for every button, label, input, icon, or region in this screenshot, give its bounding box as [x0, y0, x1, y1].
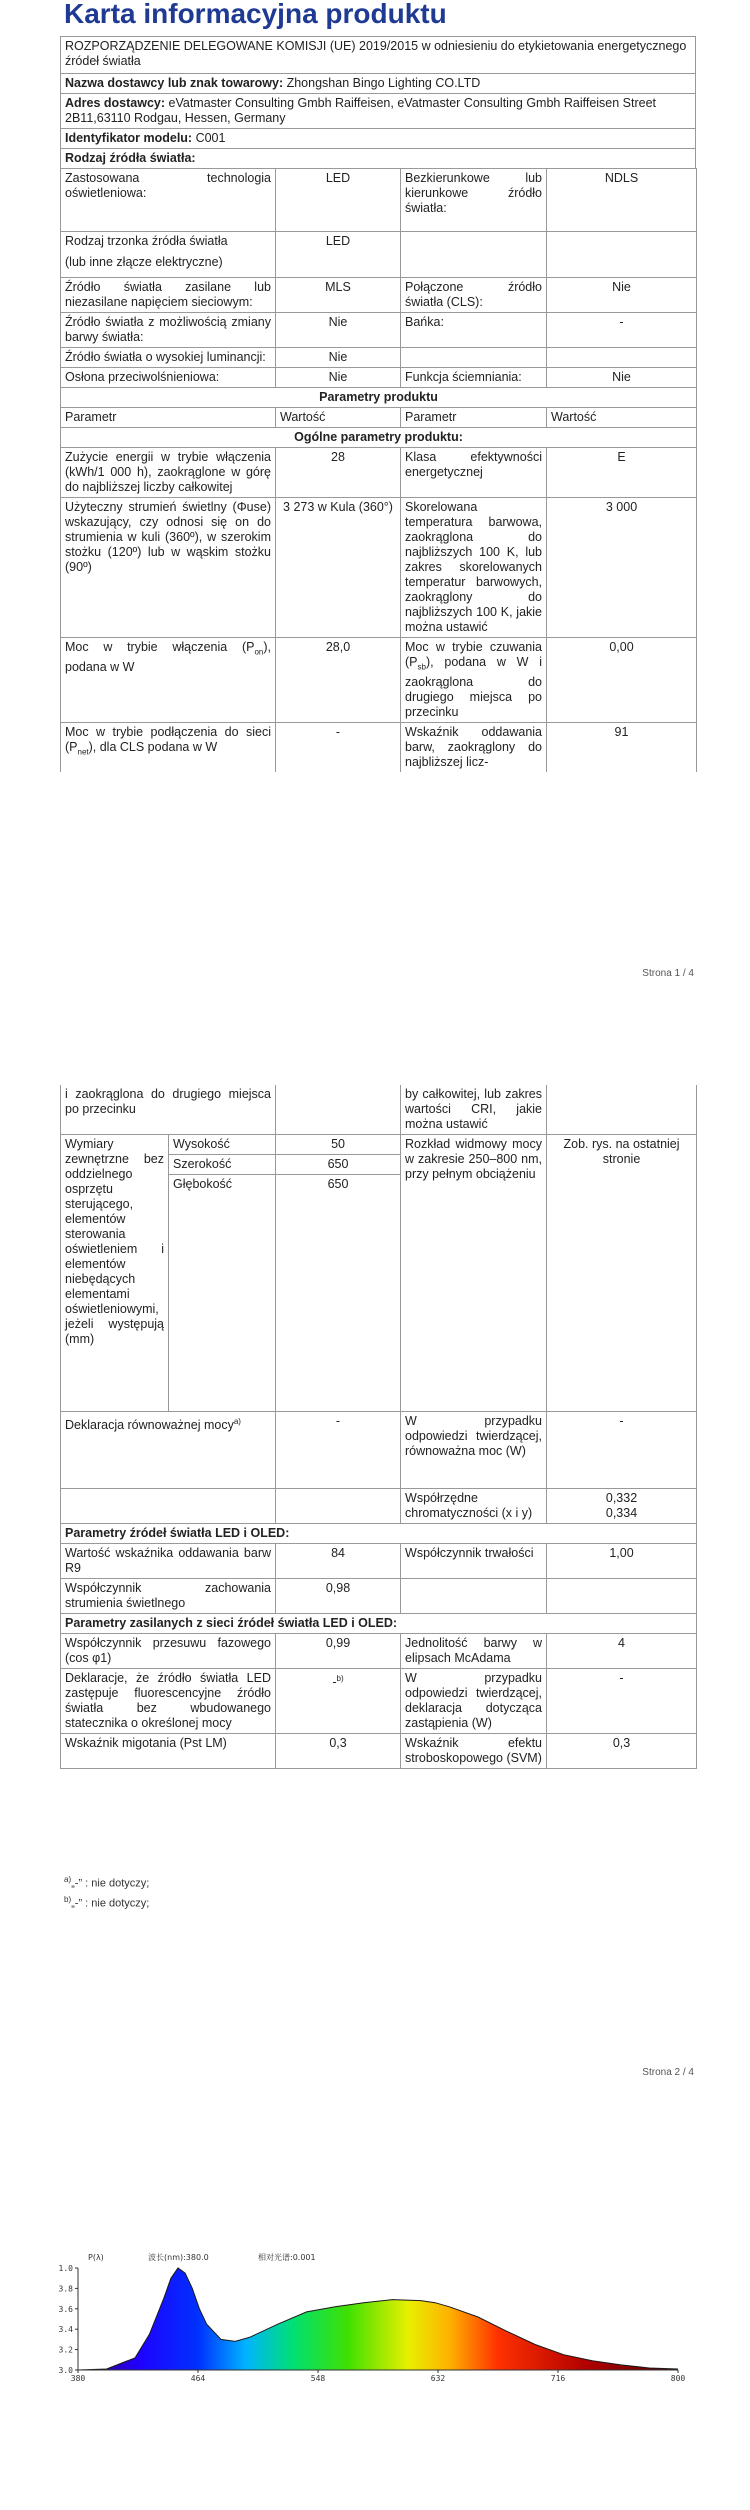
- replace-claim-label: W przypadku odpowiedzi twierdzącej, deklaracja dotycząca zastąpienia (W): [401, 1669, 547, 1734]
- svm-value: 0,3: [547, 1734, 697, 1769]
- page-1: [0, 0, 750, 990]
- chroma-x: 0,332: [605, 1491, 638, 1505]
- col-value-1: Wartość: [276, 408, 401, 428]
- flicker-value: 0,3: [276, 1734, 401, 1769]
- col-param-2: Parametr: [401, 408, 547, 428]
- glare-value: Nie: [276, 368, 401, 388]
- hl-label: Źródło światła o wysokiej luminancji:: [61, 348, 276, 368]
- model-id: C001: [195, 131, 226, 145]
- svm-label: Wskaźnik efektu stroboskopowego (SVM): [401, 1734, 547, 1769]
- x-ticks: [71, 2370, 686, 2383]
- y-tick-label: 3.6: [58, 2304, 73, 2314]
- psb-label: Moc w trybie czuwania $(P_{sb})$, podana w W i zaokrąglona do drugiego miejsca po przecinku: [401, 638, 547, 723]
- pnet-label: Moc w trybie podłączenia do sieci $(P_{net})$, dla CLS podana w W: [61, 722, 276, 772]
- energy-label: Zużycie energii w trybie włączenia (kWh/1 000 h), zaokrąglone w górę do najbliższej liczby całkowitej: [61, 448, 276, 498]
- ndls-value: NDLS: [547, 169, 697, 232]
- cct-label: Skorelowana temperatura barwowa, zaokrąglona do najbliższych 100 K, lub zakres skorelowanych temperatur barwowych, zaokrąglony do najbliższych 100 K, jakie można ustawić: [401, 498, 547, 638]
- r9-value: 84: [276, 1544, 401, 1579]
- header-table: [60, 36, 696, 169]
- macadam-value: 4: [547, 1634, 697, 1669]
- replace-claim-value: -: [547, 1669, 697, 1734]
- model-row: [61, 129, 696, 149]
- envelope-label: Bańka:: [401, 313, 547, 348]
- spd-label: Rozkład widmowy mocy w zakresie 250–800 nm, przy pełnym obciążeniu: [401, 1135, 547, 1412]
- tunable-value: Nie: [276, 313, 401, 348]
- cri-value: 91: [547, 722, 697, 772]
- supplier-name: Zhongshan Bingo Lighting CO.LTD: [286, 76, 481, 90]
- page-number-2: Strona 2 / 4: [642, 2067, 694, 2078]
- supplier-name-label: Nazwa dostawcy lub znak towarowy:: [65, 76, 284, 90]
- pnet-label-continued: i zaokrąglona do drugiego miejsca po przecinku: [61, 1085, 276, 1135]
- general-params-header: Ogólne parametry produktu:: [61, 428, 697, 448]
- info-sheet-bottom: [60, 1085, 696, 1769]
- cap-label: Rodzaj trzonka źródła światła: [65, 234, 228, 248]
- chroma-y: 0,334: [605, 1506, 638, 1520]
- cap-label-cell: [61, 232, 276, 278]
- x-tick-label: 800: [670, 2374, 686, 2383]
- depth-label: Głębokość: [169, 1175, 276, 1412]
- document-title: Karta informacyjna produktu: [64, 0, 447, 29]
- width-label: Szerokość: [169, 1155, 276, 1175]
- maint-value: 0,98: [276, 1579, 401, 1614]
- cap-label-2: (lub inne złącze elektryczne): [65, 255, 223, 269]
- dims-label: Wymiary zewnętrzne bez oddzielnego osprzętu sterującego, elementów sterowania oświetleniem i elementów niebędących elementami oświetleniowymi, jeżeli występują (mm): [61, 1135, 169, 1412]
- glare-label: Osłona przeciwolśnieniowa:: [61, 368, 276, 388]
- info-sheet-top: [60, 36, 696, 772]
- y-tick-label: 3.8: [58, 2284, 73, 2294]
- width-value: 650: [276, 1155, 401, 1175]
- x-tick-label: 464: [190, 2374, 206, 2383]
- survival-label: Współczynnik trwałości: [401, 1544, 547, 1579]
- pf-label: Współczynnik przesuwu fazowego (cos φ1): [61, 1634, 276, 1669]
- x-tick-label: 380: [70, 2374, 86, 2383]
- psb-value: 0,00: [547, 638, 697, 723]
- flux-label: Użyteczny strumień świetlny (Φuse) wskazujący, czy odnosi się on do strumienia w kuli (360º), w szerokim stożku (120º) lub w wąskim stożku (90º): [61, 498, 276, 638]
- supplier-name-row: [61, 74, 696, 94]
- spectrum-chart: [58, 2250, 688, 2390]
- pnet-value: -: [276, 722, 401, 772]
- pf-value: 0,99: [276, 1634, 401, 1669]
- x-tick-label: 548: [310, 2374, 326, 2383]
- source-type-table: [60, 168, 697, 772]
- flux-value: 3 273 w Kula (360°): [276, 498, 401, 638]
- caption-relative: 相对光谱:0.001: [258, 2253, 316, 2262]
- page-2: [0, 1085, 750, 2095]
- product-params-header: Parametry produktu: [61, 388, 697, 408]
- pon-value: 28,0: [276, 638, 401, 723]
- supplier-address-row: [61, 94, 696, 129]
- envelope-value: -: [547, 313, 697, 348]
- page-3: [0, 2190, 750, 2510]
- hl-value: Nie: [276, 348, 401, 368]
- replace-value: -$^{b)}$: [276, 1669, 401, 1734]
- y-tick-label: 1.0: [58, 2264, 73, 2273]
- flicker-label: Wskaźnik migotania (Pst LM): [61, 1734, 276, 1769]
- height-value: 50: [276, 1135, 401, 1155]
- dls-equiv-value: -: [547, 1412, 697, 1489]
- class-label: Klasa efektywności energetycznej: [401, 448, 547, 498]
- dimmable-value: Nie: [547, 368, 697, 388]
- equiv-value: -: [276, 1412, 401, 1489]
- page-number-1: Strona 1 / 4: [642, 968, 694, 979]
- spectrum-area: [78, 2268, 678, 2370]
- macadam-label: Jednolitość barwy w elipsach McAdama: [401, 1634, 547, 1669]
- mains-label: Źródło światła zasilane lub niezasilane napięciem sieciowym:: [61, 278, 276, 313]
- spd-value: Zob. rys. na ostatniej stronie: [547, 1135, 697, 1412]
- equiv-label: Deklaracja równoważnej mocy$^{a)}$: [61, 1412, 276, 1489]
- y-axis-title: P(λ): [88, 2253, 104, 2262]
- y-tick-label: 3.0: [58, 2366, 73, 2375]
- supplier-address-label: Adres dostawcy:: [65, 96, 166, 110]
- footnote-b: $^{b)}$„-” : nie dotyczy;: [64, 1895, 150, 1910]
- dls-equiv-label: W przypadku odpowiedzi twierdzącej, równoważna moc (W): [401, 1412, 547, 1489]
- x-tick-label: 716: [550, 2374, 566, 2383]
- cri-label-part2: by całkowitej, lub zakres wartości CRI, jakie można ustawić: [401, 1085, 547, 1135]
- y-ticks: [59, 2264, 78, 2375]
- regulation-text: ROZPORZĄDZENIE DELEGOWANE KOMISJI (UE) 2019/2015 w odniesieniu do etykietowania energetycznego źródeł światła: [61, 37, 696, 74]
- y-tick-label: 3.4: [58, 2325, 73, 2335]
- energy-value: 28: [276, 448, 401, 498]
- cls-label: Połączone źródło światła (CLS):: [401, 278, 547, 313]
- led-params-header: Parametry źródeł światła LED i OLED:: [61, 1524, 697, 1544]
- technology-value: LED: [276, 169, 401, 232]
- y-tick-label: 3.2: [58, 2345, 73, 2355]
- footnote-a: $^{a)}$„-” : nie dotyczy;: [64, 1875, 150, 1890]
- class-value: E: [547, 448, 697, 498]
- dimmable-label: Funkcja ściemniania:: [401, 368, 547, 388]
- mains-value: MLS: [276, 278, 401, 313]
- height-label: Wysokość: [169, 1135, 276, 1155]
- replace-label: Deklaracje, że źródło światła LED zastępuje fluorescencyjne źródło światła bez wbudowanego statecznika o określonej mocy: [61, 1669, 276, 1734]
- model-label: Identyfikator modelu:: [65, 131, 193, 145]
- col-param-1: Parametr: [61, 408, 276, 428]
- caption-wavelength: 波长(nm):380.0: [148, 2253, 209, 2262]
- technology-label: Zastosowana technologia oświetleniowa:: [61, 169, 276, 232]
- chroma-value: [547, 1489, 697, 1524]
- chroma-label: Współrzędne chromatyczności (x i y): [401, 1489, 547, 1524]
- cct-value: 3 000: [547, 498, 697, 638]
- depth-value: 650: [276, 1175, 401, 1412]
- tunable-label: Źródło światła z możliwością zmiany barwy światła:: [61, 313, 276, 348]
- supplier-address: eVatmaster Consulting Gmbh Raiffeisen, eVatmaster Consulting Gmbh Raiffeisen Street 2B11,63110 Rodgau, Hessen, Germany: [65, 96, 657, 125]
- cap-value: LED: [276, 232, 401, 278]
- col-value-2: Wartość: [547, 408, 697, 428]
- survival-value: 1,00: [547, 1544, 697, 1579]
- x-tick-label: 632: [430, 2374, 446, 2383]
- r9-label: Wartość wskaźnika oddawania barw R9: [61, 1544, 276, 1579]
- source-type-header: Rodzaj źródła światła:: [61, 149, 696, 169]
- cls-value: Nie: [547, 278, 697, 313]
- pon-label: Moc w trybie włączenia $(P_{on})$, podana w W: [61, 638, 276, 723]
- mains-params-header: Parametry zasilanych z sieci źródeł światła LED i OLED:: [61, 1614, 697, 1634]
- ndls-label: Bezkierunkowe lub kierunkowe źródło światła:: [401, 169, 547, 232]
- maint-label: Współczynnik zachowania strumienia świetlnego: [61, 1579, 276, 1614]
- cri-label-part1: Wskaźnik oddawania barw, zaokrąglony do najbliższej licz-: [401, 722, 547, 772]
- continued-table: [60, 1085, 697, 1769]
